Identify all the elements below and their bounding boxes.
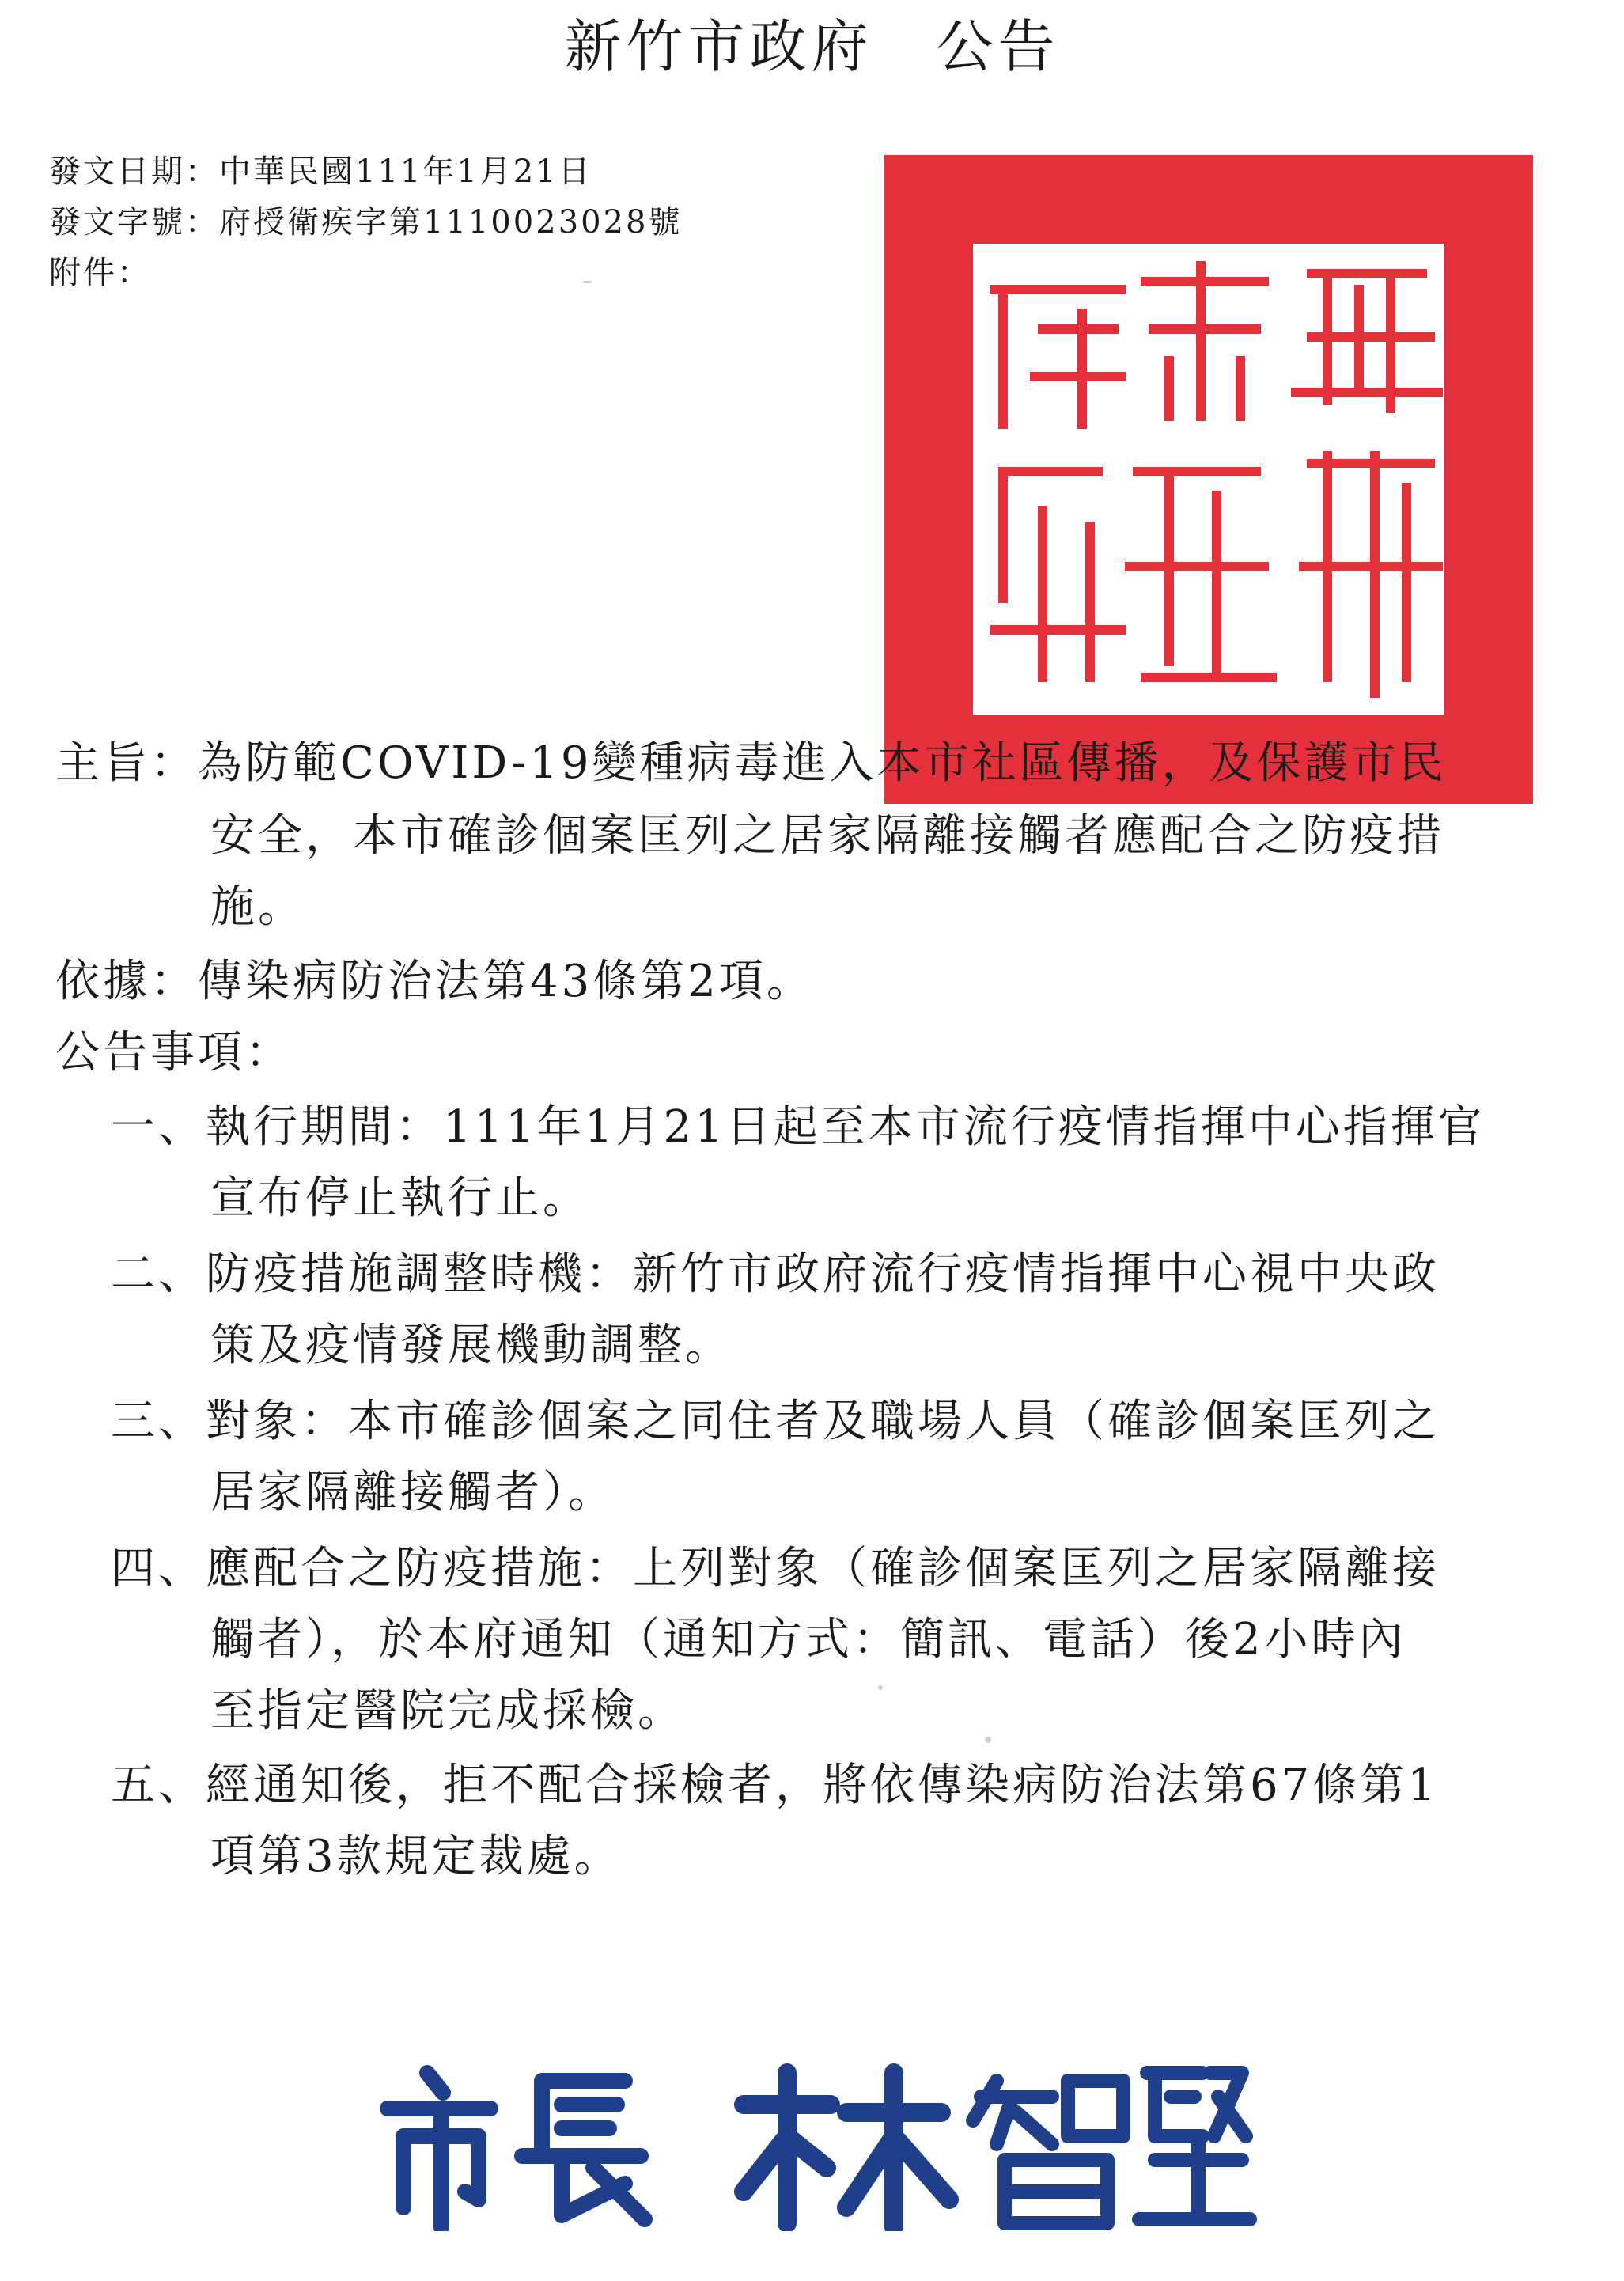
reference-number-value: 府授衛疾字第1110023028號 <box>219 204 683 241</box>
item-5-line-2: 項第3款規定裁處。 <box>210 1831 622 1882</box>
signature-glyph-3 <box>744 2073 949 2227</box>
signature-glyph-4 <box>973 2081 1123 2223</box>
page-title <box>0 11 1624 82</box>
item-5-line-1 <box>111 1758 1439 1813</box>
item-2-text-1: 防疫措施調整時機：新竹市政府流行疫情指揮中心視中央政 <box>206 1248 1440 1300</box>
item-1-line-1 <box>111 1100 1486 1155</box>
item-2-line-2: 策及疫情發展機動調整。 <box>210 1320 733 1371</box>
reference-number-row <box>49 197 683 248</box>
signature-graphic <box>372 2049 1258 2231</box>
item-4-line-3: 至指定醫院完成採檢。 <box>210 1685 685 1737</box>
seal-graphic <box>884 155 1533 804</box>
item-2-marker: 二、 <box>111 1248 206 1300</box>
item-4-text-1: 應配合之防疫措施：上列對象（確診個案匡列之居家隔離接 <box>206 1543 1440 1594</box>
item-3-marker: 三、 <box>111 1396 206 1447</box>
reference-number-label: 發文字號： <box>49 204 219 241</box>
signature-strokes <box>388 2073 1250 2227</box>
basis-line <box>55 954 814 1010</box>
item-4-line-2: 觸者），於本府通知（通知方式：簡訊、電話）後2小時內 <box>210 1614 1406 1665</box>
scan-speck <box>584 281 592 283</box>
item-1-text-1: 執行期間：111年1月21日起至本市流行疫情指揮中心指揮官 <box>206 1101 1486 1153</box>
issue-date-value: 中華民國111年1月21日 <box>219 153 592 190</box>
subject-line-1 <box>55 736 1446 791</box>
basis-text: 傳染病防治法第43條第2項。 <box>198 956 814 1007</box>
item-3-text-1: 對象：本市確診個案之同住者及職場人員（確診個案匡列之 <box>206 1396 1440 1447</box>
scan-speck <box>985 1737 991 1743</box>
signature-glyph-1 <box>388 2073 490 2227</box>
document-meta <box>49 146 683 298</box>
announcement-items-label: 公告事項： <box>55 1027 293 1078</box>
signature-glyph-2 <box>522 2081 645 2219</box>
mayor-signature <box>372 2049 1258 2234</box>
item-2-line-1 <box>111 1247 1440 1302</box>
issuer-name: 新竹市政府 <box>564 13 873 80</box>
document-type: 公告 <box>936 13 1060 80</box>
subject-text-1: 為防範COVID-19變種病毒進入本市社區傳播，及保護市民 <box>198 737 1447 789</box>
subject-line-2: 安全，本市確診個案匡列之居家隔離接觸者應配合之防疫措 <box>210 810 1444 862</box>
item-3-line-1 <box>111 1394 1440 1449</box>
item-1-marker: 一、 <box>111 1101 206 1153</box>
item-4-line-1 <box>111 1541 1440 1597</box>
signature-glyph-5 <box>1139 2073 1250 2219</box>
basis-label: 依據： <box>55 956 198 1007</box>
official-seal <box>884 155 1533 804</box>
subject-label: 主旨： <box>55 737 198 789</box>
issue-date-row <box>49 146 683 197</box>
attachment-row <box>49 248 683 298</box>
item-1-line-2: 宣布停止執行止。 <box>210 1173 590 1224</box>
attachment-label: 附件： <box>49 255 151 291</box>
item-3-line-2: 居家隔離接觸者）。 <box>210 1467 615 1518</box>
item-4-marker: 四、 <box>111 1543 206 1594</box>
subject-line-3: 施。 <box>210 881 305 933</box>
item-5-marker: 五、 <box>111 1760 206 1811</box>
item-5-text-1: 經通知後，拒不配合採檢者，將依傳染病防治法第67條第1 <box>206 1760 1439 1811</box>
scan-speck <box>878 1685 883 1690</box>
issue-date-label: 發文日期： <box>49 153 219 190</box>
